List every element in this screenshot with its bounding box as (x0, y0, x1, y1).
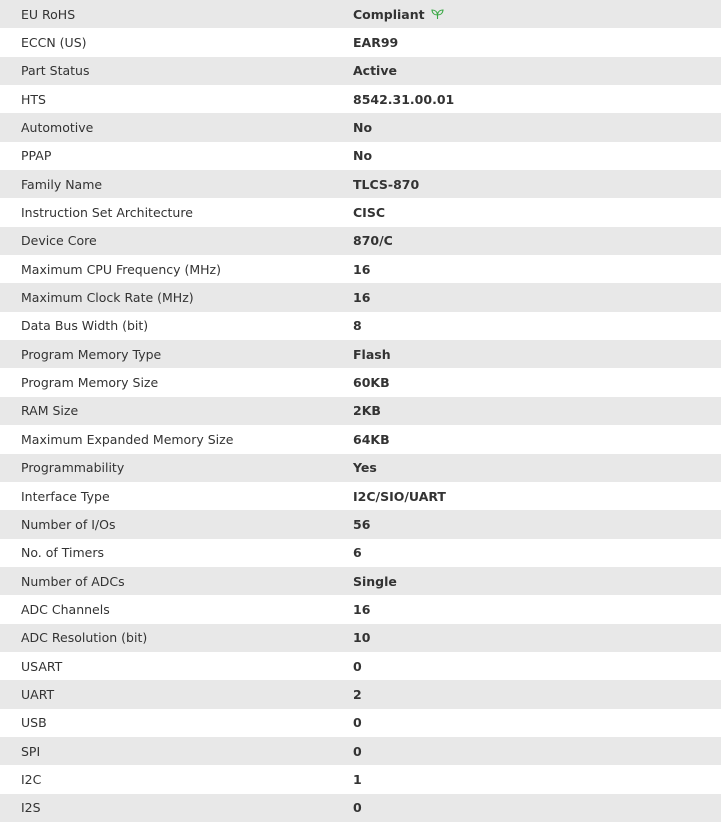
spec-value: I2C/SIO/UART (353, 488, 446, 504)
spec-label: Automotive (21, 120, 94, 136)
spec-row-usb (0, 709, 721, 737)
spec-row-isa (0, 198, 721, 226)
spec-label: Maximum Expanded Memory Size (21, 431, 234, 447)
spec-row-data-bus-width (0, 312, 721, 340)
spec-row-number-of-adcs (0, 567, 721, 595)
spec-value: 6 (353, 545, 362, 561)
spec-row-part-status (0, 57, 721, 85)
spec-value: 2KB (353, 403, 381, 419)
spec-row-ppap (0, 142, 721, 170)
spec-label: Family Name (21, 176, 103, 192)
spec-value: No (353, 148, 373, 164)
spec-row-max-expanded-memory (0, 425, 721, 453)
spec-row-interface-type (0, 482, 721, 510)
spec-value: 0 (353, 743, 362, 759)
spec-row-hts (0, 85, 721, 113)
spec-value: 2 (353, 686, 362, 702)
spec-row-family-name (0, 170, 721, 198)
spec-row-adc-resolution (0, 624, 721, 652)
spec-value-text: Compliant (353, 6, 425, 22)
spec-label: Program Memory Type (21, 346, 162, 362)
spec-label: No. of Timers (21, 545, 104, 561)
spec-label: Maximum Clock Rate (MHz) (21, 290, 194, 306)
spec-label: Instruction Set Architecture (21, 205, 193, 221)
spec-label: Data Bus Width (bit) (21, 318, 149, 334)
spec-label: HTS (21, 91, 46, 107)
spec-label: Program Memory Size (21, 375, 159, 391)
spec-row-timers (0, 539, 721, 567)
spec-label: Programmability (21, 460, 125, 476)
spec-row-eccn (0, 28, 721, 56)
spec-value: 60KB (353, 375, 390, 391)
spec-label: RAM Size (21, 403, 79, 419)
spec-row-adc-channels (0, 595, 721, 623)
spec-label: UART (21, 686, 55, 702)
spec-row-usart (0, 652, 721, 680)
spec-value: 16 (353, 261, 371, 277)
spec-value: TLCS-870 (353, 176, 420, 192)
spec-row-number-of-ios (0, 510, 721, 538)
spec-row-device-core (0, 227, 721, 255)
spec-value: No (353, 120, 373, 136)
spec-label: ECCN (US) (21, 35, 87, 51)
spec-value: 64KB (353, 431, 390, 447)
spec-row-automotive (0, 113, 721, 141)
spec-value: 870/C (353, 233, 393, 249)
spec-value: 10 (353, 630, 371, 646)
spec-row-max-cpu-frequency (0, 255, 721, 283)
spec-value: Single (353, 573, 397, 589)
spec-label: SPI (21, 743, 41, 759)
spec-row-eu-rohs (0, 0, 721, 28)
spec-label: EU RoHS (21, 6, 76, 22)
spec-value: Flash (353, 346, 391, 362)
spec-label: Number of ADCs (21, 573, 125, 589)
spec-label: I2S (21, 800, 41, 816)
spec-row-max-clock-rate (0, 283, 721, 311)
spec-row-i2c (0, 765, 721, 793)
spec-label: PPAP (21, 148, 52, 164)
spec-row-programmability (0, 454, 721, 482)
spec-value: 16 (353, 601, 371, 617)
spec-label: Part Status (21, 63, 90, 79)
spec-row-ram-size (0, 397, 721, 425)
spec-label: Maximum CPU Frequency (MHz) (21, 261, 221, 277)
spec-row-program-memory-type (0, 340, 721, 368)
spec-value: Active (353, 63, 397, 79)
spec-value: 1 (353, 771, 362, 787)
spec-label: USART (21, 658, 63, 674)
spec-value: CISC (353, 205, 386, 221)
spec-label: I2C (21, 771, 42, 787)
spec-value: 0 (353, 800, 362, 816)
spec-value (352, 7, 444, 22)
spec-label: ADC Resolution (bit) (21, 630, 148, 646)
spec-value: EAR99 (353, 35, 399, 51)
spec-row-i2s (0, 794, 721, 822)
spec-row-program-memory-size (0, 368, 721, 396)
spec-label: Device Core (21, 233, 97, 249)
leaf-icon (431, 8, 444, 20)
spec-value: Yes (353, 460, 377, 476)
spec-value: 0 (353, 715, 362, 731)
spec-row-spi (0, 737, 721, 765)
spec-value: 8542.31.00.01 (353, 91, 455, 107)
spec-value: 56 (353, 516, 371, 532)
spec-value: 8 (353, 318, 362, 334)
spec-row-uart (0, 680, 721, 708)
spec-label: ADC Channels (21, 601, 110, 617)
spec-value: 16 (353, 290, 371, 306)
spec-label: USB (21, 715, 47, 731)
spec-label: Interface Type (21, 488, 110, 504)
spec-label: Number of I/Os (21, 516, 116, 532)
spec-value: 0 (353, 658, 362, 674)
